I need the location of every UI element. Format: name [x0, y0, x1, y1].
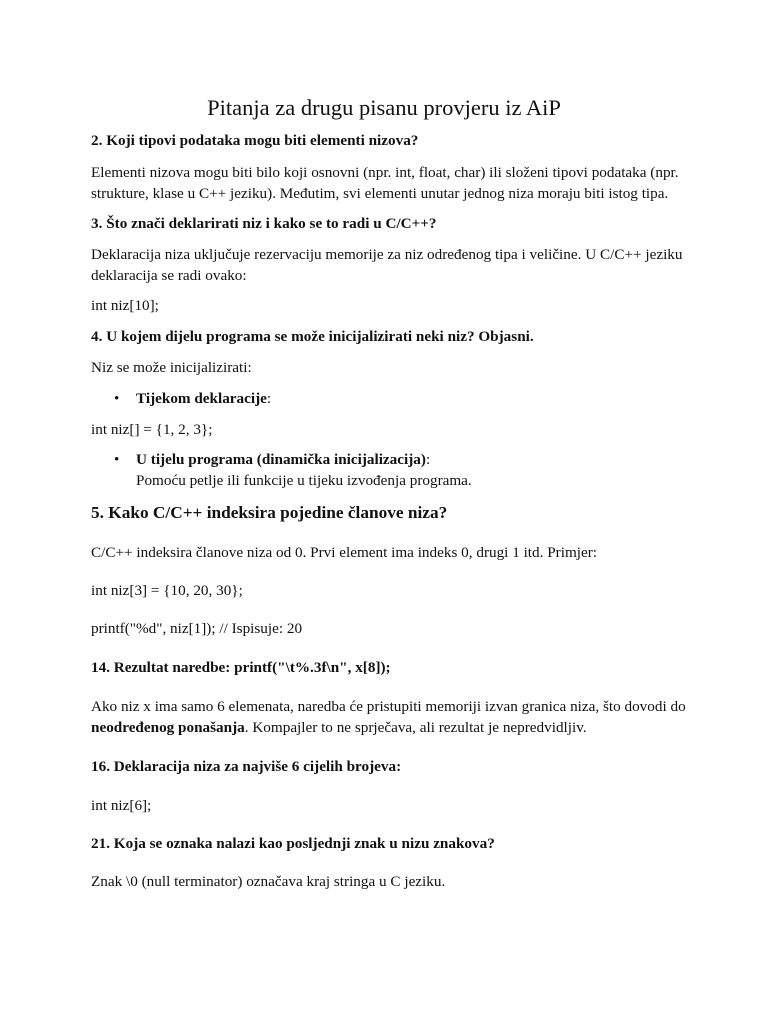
bullet-icon: • — [114, 451, 120, 468]
question-14-answer — [91, 696, 691, 738]
question-5-answer: C/C++ indeksira članove niza od 0. Prvi element ima indeks 0, drugi 1 itd. Primjer: — [91, 544, 597, 561]
question-4-bullet-1 — [114, 388, 696, 409]
question-5-heading: 5. Kako C/C++ indeksira pojedine članove niza? — [91, 503, 448, 522]
question-3-heading: 3. Što znači deklarirati niz i kako se to radi u C/C++? — [91, 215, 437, 232]
question-5-code-1: int niz[3] = {10, 20, 30}; — [91, 582, 243, 599]
question-21-answer: Znak \0 (null terminator) označava kraj stringa u C jeziku. — [91, 873, 446, 890]
bullet-2-bold-text: U tijelu programa (dinamička inicijalizacija) — [136, 451, 426, 468]
question-3-code: int niz[10]; — [91, 297, 159, 314]
question-14-answer-end: . Kompajler to ne sprječava, ali rezultat je nepredvidljiv. — [244, 719, 587, 736]
bullet-2-description: Pomoću petlje ili funkcije u tijeku izvođenja programa. — [136, 472, 472, 489]
question-5-code-2: printf("%d", niz[1]); // Ispisuje: 20 — [91, 620, 303, 637]
bullet-2-colon: : — [425, 451, 431, 468]
question-16-code: int niz[6]; — [91, 797, 152, 814]
question-4-code-1: int niz[] = {1, 2, 3}; — [91, 421, 213, 438]
question-4-heading: 4. U kojem dijelu programa se može inicijalizirati neki niz? Objasni. — [91, 328, 534, 345]
question-4-bullet-2 — [114, 449, 696, 491]
bullet-1-bold-text: Tijekom deklaracije — [136, 390, 267, 407]
bullet-1-colon: : — [266, 390, 272, 407]
document-title: Pitanja za drugu pisanu provjeru iz AiP — [207, 95, 561, 120]
question-21-heading: 21. Koja se oznaka nalazi kao posljednji znak u nizu znakova? — [91, 835, 495, 852]
bullet-icon: • — [114, 390, 120, 407]
question-14-heading: 14. Rezultat naredbe: printf("\t%.3f\n", x[8]); — [91, 659, 391, 676]
question-14-answer-bold: neodređenog ponašanja — [91, 719, 245, 736]
question-2-answer: Elementi nizova mogu biti bilo koji osnovni (npr. int, float, char) ili složeni tipovi podataka (npr. strukture, klase u C++ jeziku). Međutim, svi elementi unutar jednog niza moraju biti istog tipa. — [91, 164, 679, 202]
question-14-answer-start: Ako niz x ima samo 6 elemenata, naredba će pristupiti memoriji izvan granica niza, što dovodi do — [91, 698, 686, 715]
question-16-heading: 16. Deklaracija niza za najviše 6 cijelih brojeva: — [91, 758, 402, 775]
question-4-intro: Niz se može inicijalizirati: — [91, 359, 252, 376]
question-3-answer: Deklaracija niza uključuje rezervaciju memorije za niz određenog tipa i veličine. U C/C++ jeziku deklaracija se radi ovako: — [91, 246, 683, 284]
question-2-heading: 2. Koji tipovi podataka mogu biti elementi nizova? — [91, 132, 419, 149]
